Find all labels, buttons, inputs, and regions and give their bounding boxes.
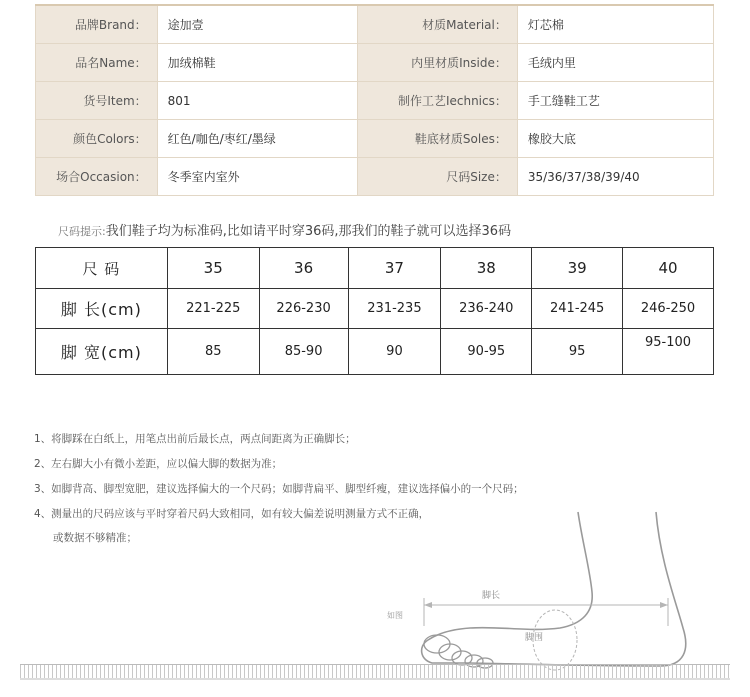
foot-length-row	[36, 289, 714, 329]
info-label: 颜色Colors：	[36, 120, 158, 158]
size-tip-label: 尺码提示:	[58, 225, 106, 238]
instruction-4: 4、测量出的尺码应该与平时穿着尺码大致相同，如有较大偏差说明测量方式不正确，	[34, 508, 430, 520]
size-cell: 40	[623, 248, 714, 289]
foot-width-label: 脚围	[525, 633, 544, 643]
foot-width-cell: 90	[348, 329, 441, 375]
foot-width-cell: 85	[167, 329, 259, 375]
info-value: 毛绒内里	[517, 44, 713, 82]
instruction-4-cont: 或数据不够精准；	[53, 532, 137, 544]
info-value: 加绒棉鞋	[157, 44, 357, 82]
info-value: 橡胶大底	[517, 120, 713, 158]
size-tip	[58, 220, 511, 239]
foot-width-cell: 95	[532, 329, 623, 375]
size-cell: 38	[441, 248, 532, 289]
foot-width-cell: 85-90	[259, 329, 348, 375]
foot-width-cell: 90-95	[441, 329, 532, 375]
info-label: 内里材质Inside：	[357, 44, 517, 82]
info-value: 途加壹	[157, 5, 357, 44]
info-label: 场合Occasion：	[36, 158, 158, 196]
instruction-1: 1、将脚踩在白纸上，用笔点出前后最长点，两点间距离为正确脚长；	[34, 433, 356, 445]
foot-length-cell: 236-240	[441, 289, 532, 329]
instruction-2: 2、左右脚大小有微小差距，应以偏大脚的数据为准；	[34, 458, 283, 470]
info-label: 材质Material：	[357, 5, 517, 44]
product-info-row	[36, 44, 714, 82]
product-info-row	[36, 158, 714, 196]
foot-length-label: 脚长	[482, 591, 501, 601]
size-cell: 36	[259, 248, 348, 289]
info-value: 35/36/37/38/39/40	[517, 158, 713, 196]
foot-length-cell: 226-230	[259, 289, 348, 329]
size-cell: 35	[167, 248, 259, 289]
ruler	[20, 664, 730, 679]
foot-width-cell: 95-100	[623, 329, 714, 375]
info-value: 手工缝鞋工艺	[517, 82, 713, 120]
foot-width-header: 脚 宽(cm)	[36, 329, 168, 375]
info-label: 制作工艺Iechnics：	[357, 82, 517, 120]
size-cell: 37	[348, 248, 441, 289]
info-value: 灯芯棉	[517, 5, 713, 44]
foot-length-cell: 246-250	[623, 289, 714, 329]
product-info-row	[36, 82, 714, 120]
ruler-base	[20, 678, 730, 680]
diagram-figure-label: 如图	[387, 611, 403, 620]
foot-length-header: 脚 长(cm)	[36, 289, 168, 329]
info-label: 尺码Size：	[357, 158, 517, 196]
info-label: 货号Item：	[36, 82, 158, 120]
size-row	[36, 248, 714, 289]
size-row-header: 尺 码	[36, 248, 168, 289]
info-label: 品牌Brand：	[36, 5, 158, 44]
product-info-row	[36, 5, 714, 44]
foot-length-cell: 221-225	[167, 289, 259, 329]
instruction-3: 3、如脚背高、脚型宽肥，建议选择偏大的一个尺码；如脚背扁平、脚型纤瘦，建议选择偏小的一个尺码；	[34, 483, 524, 495]
foot-length-cell: 231-235	[348, 289, 441, 329]
size-chart-table	[35, 247, 714, 375]
info-value: 红色/咖色/枣红/墨绿	[157, 120, 357, 158]
product-info-row	[36, 120, 714, 158]
foot-outline	[422, 512, 686, 666]
foot-width-row	[36, 329, 714, 375]
foot-length-cell: 241-245	[532, 289, 623, 329]
info-value: 冬季室内室外	[157, 158, 357, 196]
product-info-table	[35, 4, 714, 196]
info-value: 801	[157, 82, 357, 120]
size-cell: 39	[532, 248, 623, 289]
size-tip-text: 我们鞋子均为标准码,比如请平时穿36码,那我们的鞋子就可以选择36码	[105, 224, 512, 239]
info-label: 鞋底材质Soles：	[357, 120, 517, 158]
info-label: 品名Name：	[36, 44, 158, 82]
